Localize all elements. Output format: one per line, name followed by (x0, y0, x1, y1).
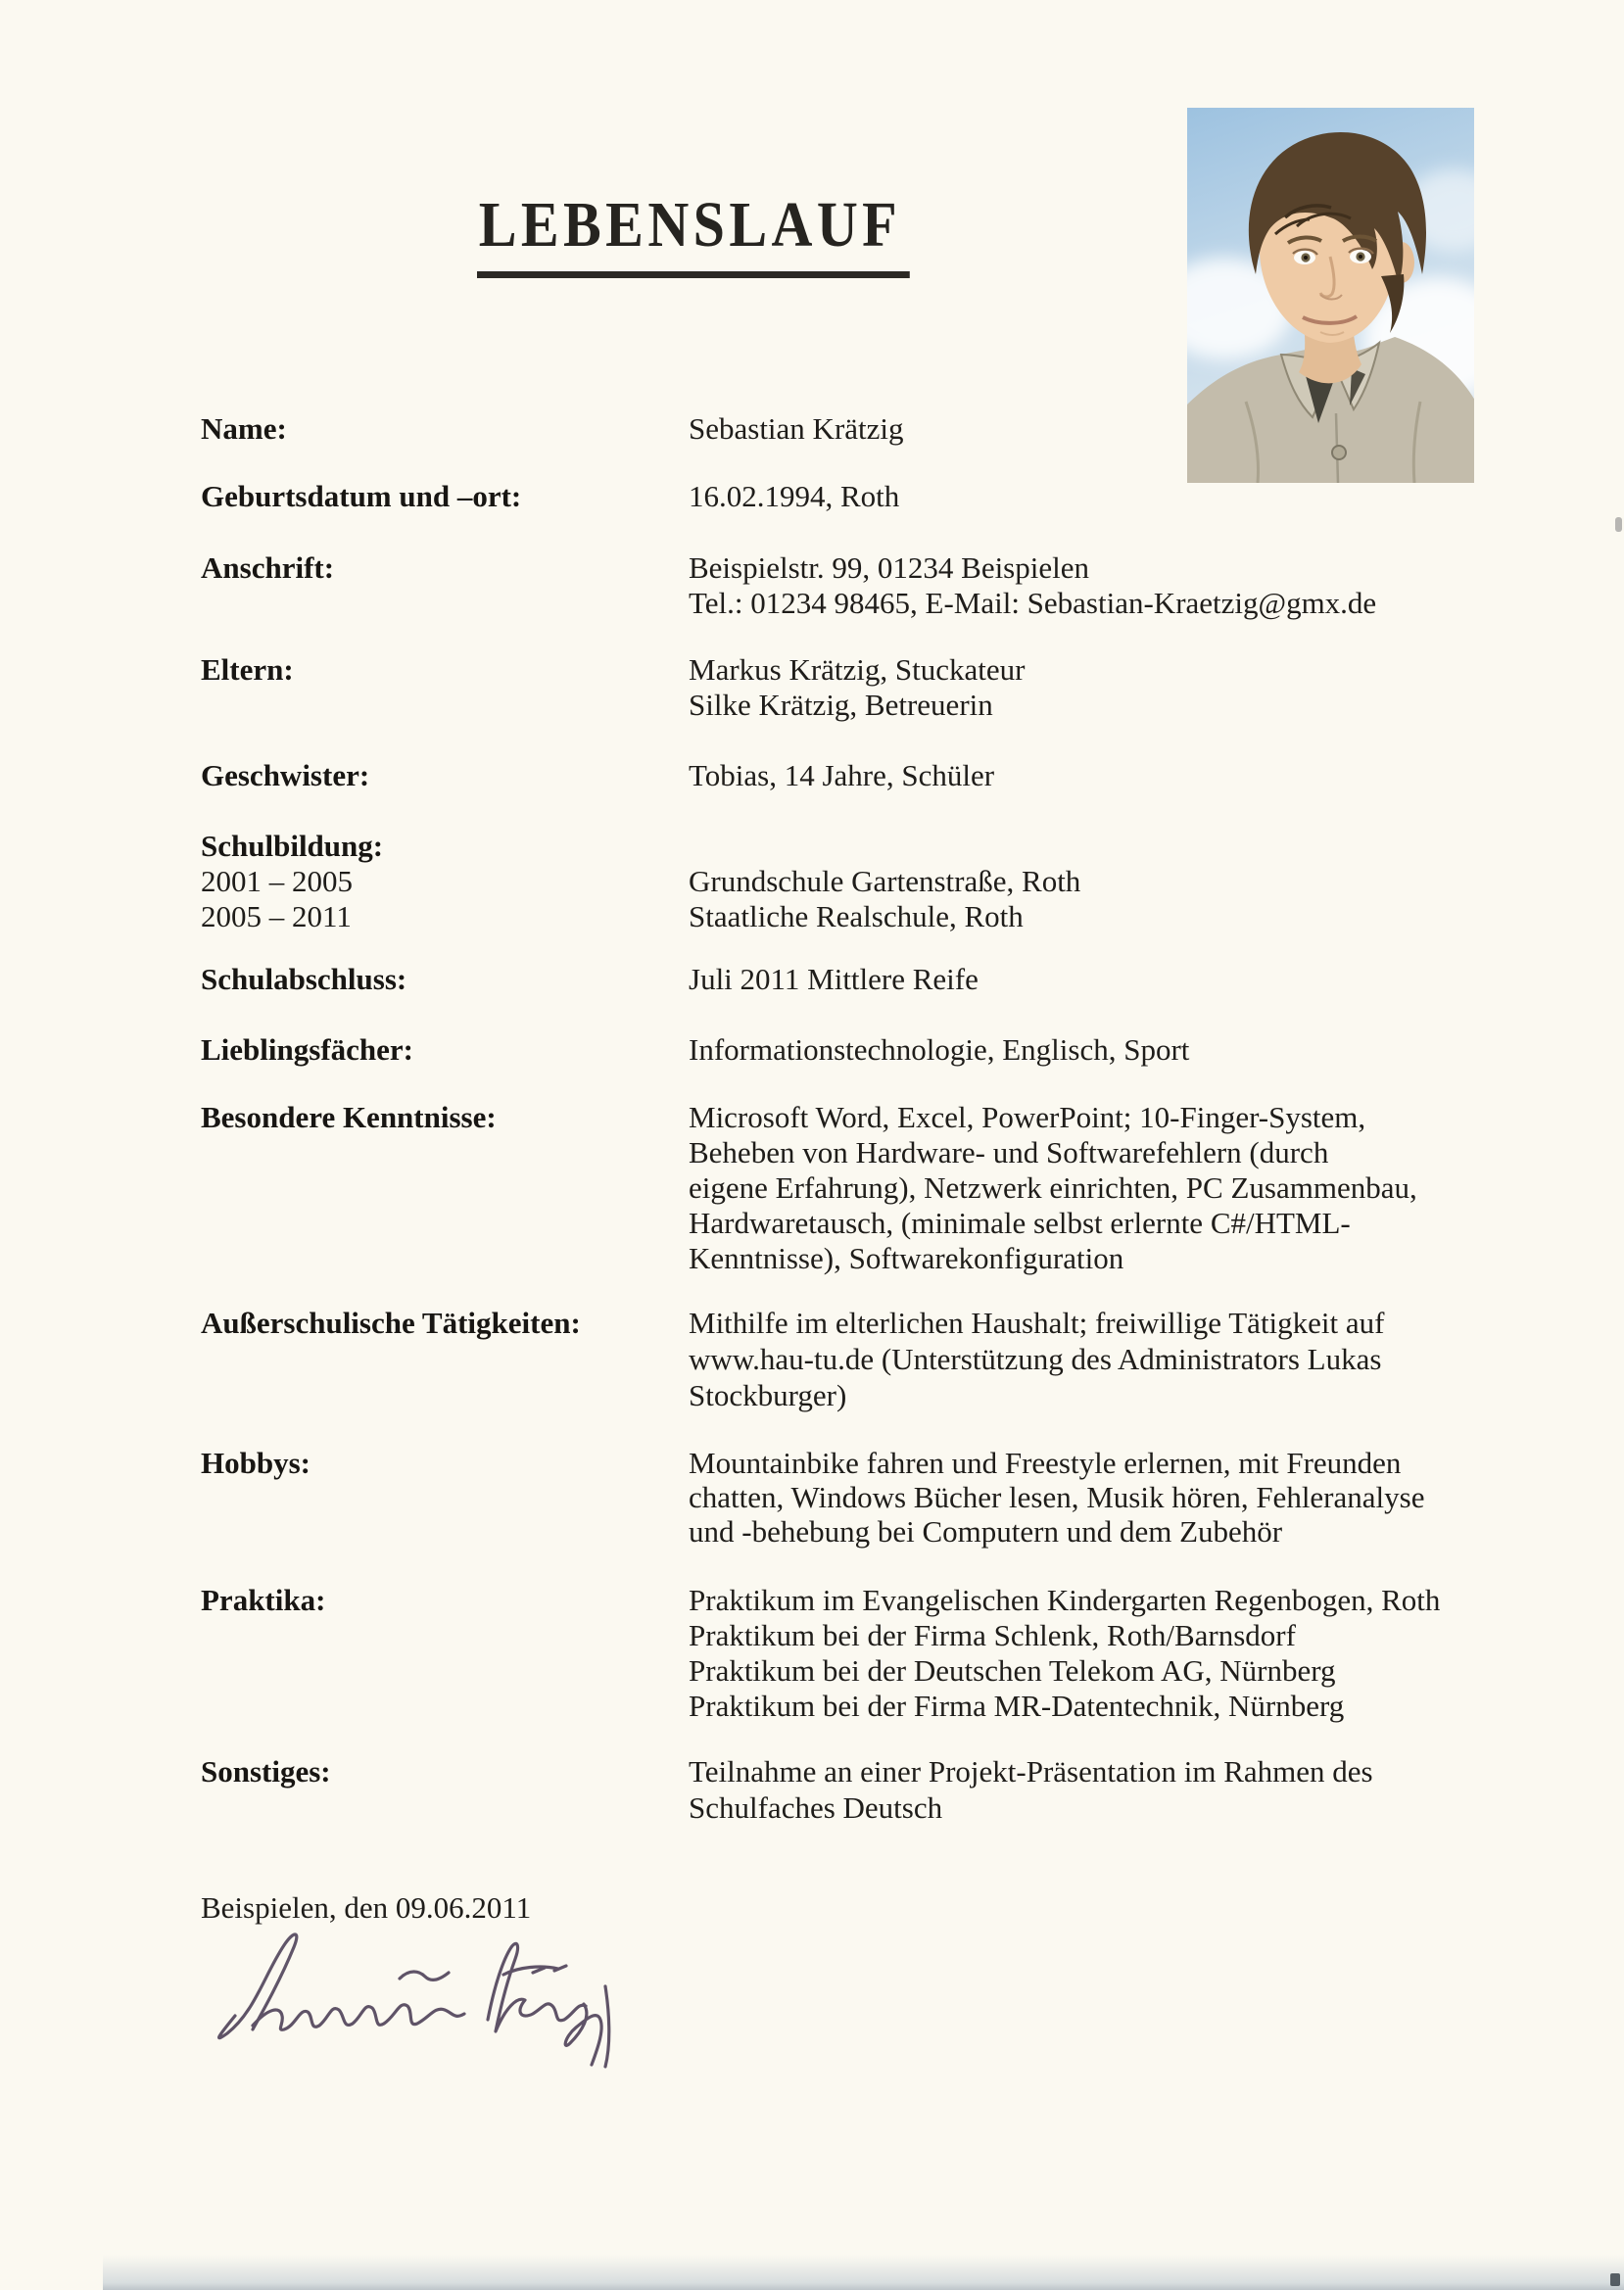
schulbildung-period-1-school: Grundschule Gartenstraße, Roth (689, 864, 1081, 898)
field-label-schulabschluss: Schulabschluss: (201, 962, 407, 996)
field-value-geburtsdatum: 16.02.1994, Roth (689, 479, 900, 513)
field-value-kenntnisse-line2: Beheben von Hardware- und Softwarefehlern (durch (689, 1135, 1329, 1169)
schulbildung-period-2-school: Staatliche Realschule, Roth (689, 899, 1024, 933)
scan-artifact-edge-smudge (1615, 517, 1622, 532)
field-value-sonstiges-line1: Teilnahme an einer Projekt-Präsentation im Rahmen des (689, 1754, 1373, 1789)
field-value-praktika-line2: Praktikum bei der Firma Schlenk, Roth/Barnsdorf (689, 1618, 1296, 1652)
field-value-hobbys-line1: Mountainbike fahren und Freestyle erlernen, mit Freunden (689, 1446, 1402, 1480)
field-label-anschrift: Anschrift: (201, 550, 335, 585)
handwritten-signature (208, 1922, 629, 2076)
applicant-portrait-photo (1187, 108, 1474, 483)
field-label-schulbildung: Schulbildung: (201, 829, 384, 863)
field-value-geschwister: Tobias, 14 Jahre, Schüler (689, 758, 995, 792)
page-title: LEBENSLAUF (477, 188, 910, 278)
field-value-kenntnisse-line3: eigene Erfahrung), Netzwerk einrichten, PC Zusammenbau, (689, 1170, 1417, 1205)
field-value-taetigkeiten-line3: Stockburger) (689, 1378, 847, 1412)
field-label-sonstiges: Sonstiges: (201, 1754, 331, 1789)
field-value-sonstiges-line2: Schulfaches Deutsch (689, 1790, 943, 1825)
field-value-taetigkeiten-line2: www.hau-tu.de (Unterstützung des Administrators Lukas (689, 1342, 1382, 1376)
schulbildung-period-1-years: 2001 – 2005 (201, 864, 353, 898)
field-value-taetigkeiten-line1: Mithilfe im elterlichen Haushalt; freiwillige Tätigkeit auf (689, 1306, 1385, 1340)
field-label-ausserschulische-taetigkeiten: Außerschulische Tätigkeiten: (201, 1306, 581, 1340)
field-label-name: Name: (201, 411, 287, 446)
field-label-besondere-kenntnisse: Besondere Kenntnisse: (201, 1100, 497, 1134)
scan-artifact-corner-mark (1610, 2273, 1620, 2286)
place-and-date-line: Beispielen, den 09.06.2011 (201, 1890, 532, 1925)
field-label-eltern: Eltern: (201, 652, 294, 687)
field-value-kenntnisse-line5: Kenntnisse), Softwarekonfiguration (689, 1241, 1124, 1275)
field-value-praktika-line1: Praktikum im Evangelischen Kindergarten Regenbogen, Roth (689, 1583, 1441, 1617)
field-value-anschrift-line2: Tel.: 01234 98465, E-Mail: Sebastian-Kraetzig@gmx.de (689, 586, 1377, 620)
field-value-kenntnisse-line1: Microsoft Word, Excel, PowerPoint; 10-Finger-System, (689, 1100, 1366, 1134)
field-value-schulabschluss: Juli 2011 Mittlere Reife (689, 962, 979, 996)
field-value-name: Sebastian Krätzig (689, 411, 904, 446)
field-value-hobbys-line2: chatten, Windows Bücher lesen, Musik hören, Fehleranalyse (689, 1480, 1425, 1514)
field-label-geschwister: Geschwister: (201, 758, 370, 792)
field-value-praktika-line4: Praktikum bei der Firma MR-Datentechnik, Nürnberg (689, 1689, 1345, 1723)
field-value-praktika-line3: Praktikum bei der Deutschen Telekom AG, Nürnberg (689, 1653, 1336, 1688)
field-label-lieblingsfaecher: Lieblingsfächer: (201, 1032, 413, 1067)
schulbildung-period-2-years: 2005 – 2011 (201, 899, 352, 933)
field-value-anschrift-line1: Beispielstr. 99, 01234 Beispielen (689, 550, 1089, 585)
field-value-eltern-line1: Markus Krätzig, Stuckateur (689, 652, 1026, 687)
field-value-kenntnisse-line4: Hardwaretausch, (minimale selbst erlernte C#/HTML- (689, 1206, 1351, 1240)
field-label-praktika: Praktika: (201, 1583, 326, 1617)
field-value-eltern-line2: Silke Krätzig, Betreuerin (689, 688, 993, 722)
field-value-hobbys-line3: und -behebung bei Computern und dem Zubehör (689, 1514, 1283, 1549)
field-label-hobbys: Hobbys: (201, 1446, 310, 1480)
field-label-geburtsdatum: Geburtsdatum und –ort: (201, 479, 522, 513)
scan-artifact-bottom-band (103, 2255, 1624, 2290)
field-value-lieblingsfaecher: Informationstechnologie, Englisch, Sport (689, 1032, 1190, 1067)
